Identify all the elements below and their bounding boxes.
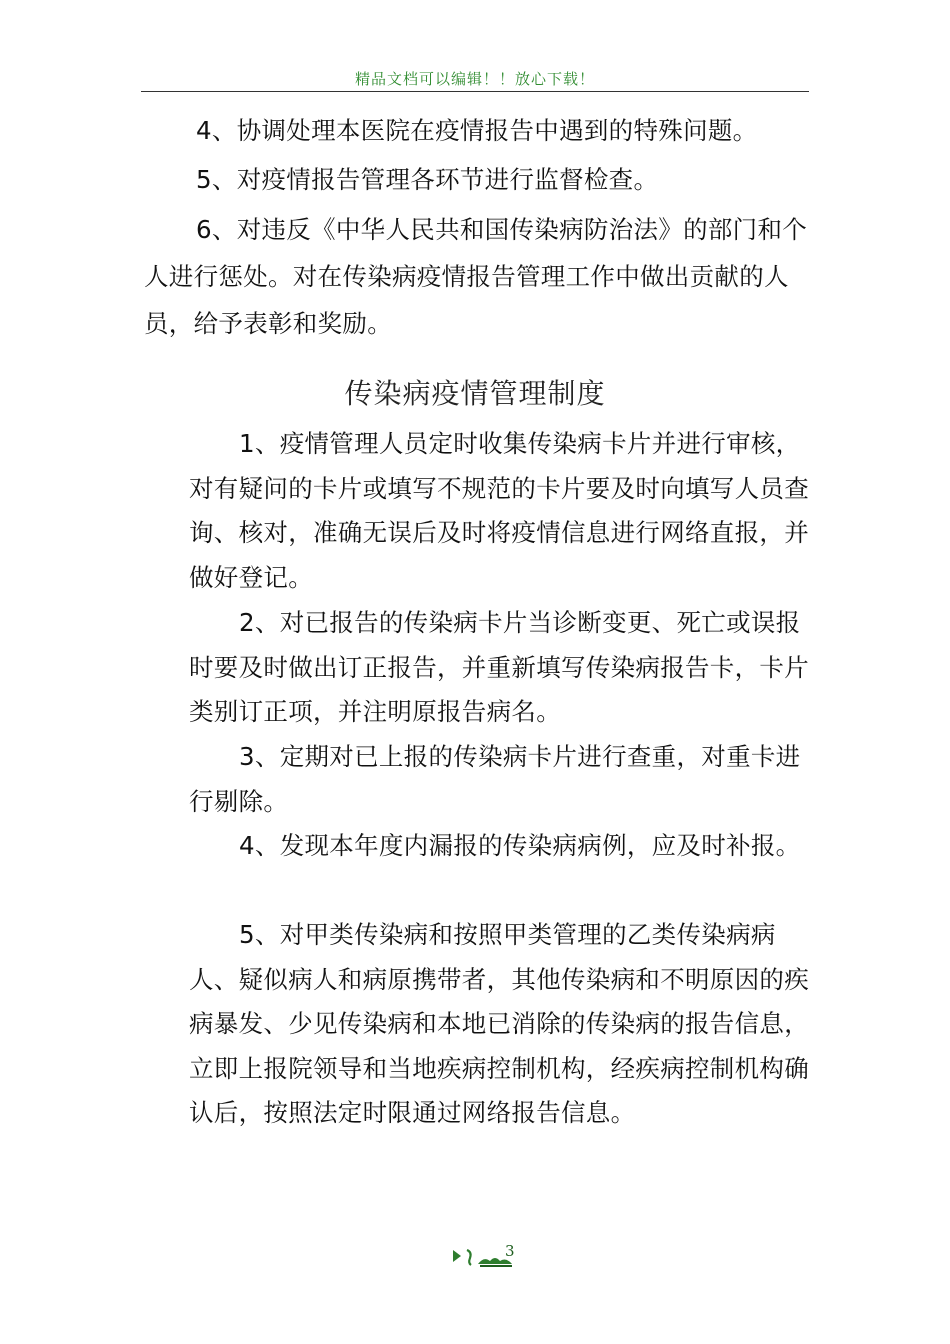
main-item-4-text: 4、发现本年度内漏报的传染病病例，应及时补报。 (239, 831, 801, 860)
top-item-5 (144, 157, 809, 202)
main-item-1-text: 1、疫情管理人员定时收集传染病卡片并进行审核，对有疑问的卡片或填写不规范的卡片要及时向填写人员查询、核对，准确无误后及时将疫情信息进行网络直报，并做好登记。 (189, 429, 809, 592)
top-item-4-text: 4、协调处理本医院在疫情报告中遇到的特殊问题。 (196, 116, 758, 145)
main-item-3 (189, 735, 809, 824)
page-number: 3 (505, 1242, 515, 1260)
main-item-2 (189, 601, 809, 735)
top-item-6 (144, 206, 809, 347)
top-item-5-text: 5、对疫情报告管理各环节进行监督检查。 (196, 165, 659, 194)
top-item-4 (144, 108, 809, 153)
header-divider (141, 91, 809, 92)
top-item-6-text: 6、对违反《中华人民共和国传染病防治法》的部门和个人进行惩处。对在传染病疫情报告管理工作中做出贡献的人员，给予表彰和奖励。 (144, 215, 808, 338)
main-item-2-text: 2、对已报告的传染病卡片当诊断变更、死亡或误报时要及时做出订正报告，并重新填写传染病报告卡，卡片类别订正项，并注明原报告病名。 (189, 608, 809, 726)
page-header: 精品文档可以编辑！！放心下载！ (354, 70, 595, 88)
section-title: 传染病疫情管理制度 (344, 377, 606, 410)
main-item-1 (189, 422, 809, 600)
main-item-5 (189, 913, 809, 1136)
main-item-4 (189, 824, 809, 869)
main-item-3-text: 3、定期对已上报的传染病卡片进行查重，对重卡进行剔除。 (189, 742, 801, 816)
main-item-5-text: 5、对甲类传染病和按照甲类管理的乙类传染病病人、疑似病人和病原携带者，其他传染病和不明原因的疾病暴发、少见传染病和本地已消除的传染病的报告信息，立即上报院领导和当地疾病控制机构，经疾病控制机构确认后，按照法定时限通过网络报告信息。 (189, 920, 809, 1127)
